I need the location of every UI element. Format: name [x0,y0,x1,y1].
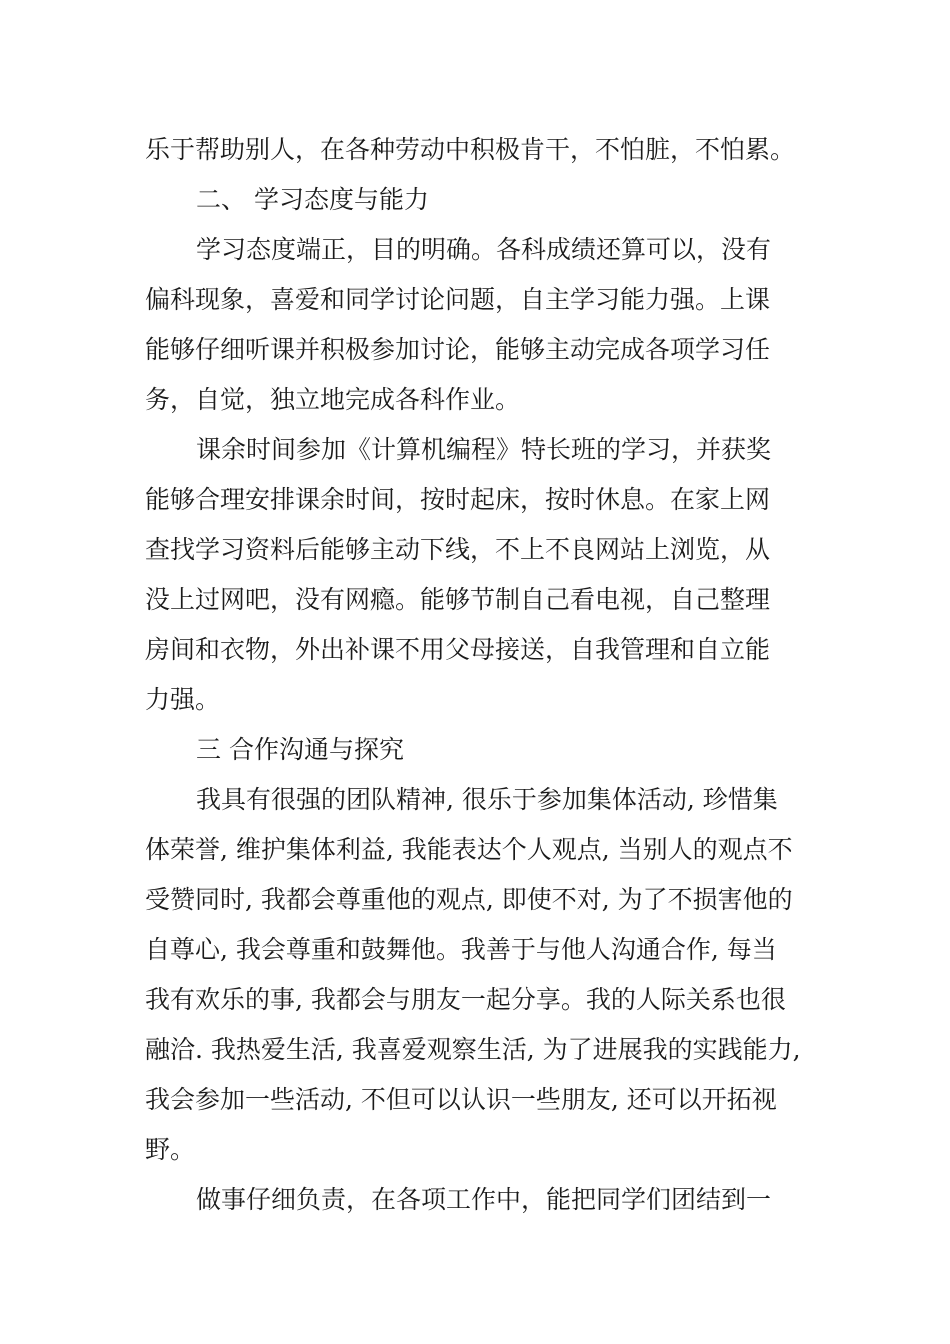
paragraph-line: 查找学习资料后能够主动下线，不上不良网站上浏览，从 [145,535,771,564]
paragraph-line: 能够合理安排课余时间，按时起床，按时休息。在家上网 [145,485,771,514]
paragraph-line: 野。 [145,1135,196,1164]
paragraph-line: 偏科现象，喜爱和同学讨论问题，自主学习能力强。上课 [145,285,771,314]
paragraph-line: 力强。 [145,685,221,714]
paragraph-line: 受赞同时, 我都会尊重他的观点, 即使不对, 为了不损害他的 [145,885,793,914]
paragraph-line: 融洽. 我热爱生活, 我喜爱观察生活, 为了进展我的实践能力, [145,1035,801,1064]
paragraph-line: 体荣誉, 维护集体利益, 我能表达个人观点, 当别人的观点不 [145,835,793,864]
paragraph-line: 乐于帮助别人，在各种劳动中积极肯干，不怕脏，不怕累。 [145,135,796,164]
paragraph-line: 学习态度端正，目的明确。各科成绩还算可以，没有 [196,235,772,264]
paragraph-line: 我有欢乐的事, 我都会与朋友一起分享。我的人际关系也很 [145,985,786,1014]
section-heading: 二、 学习态度与能力 [196,185,429,214]
paragraph-line: 能够仔细听课并积极参加讨论，能够主动完成各项学习任 [145,335,771,364]
paragraph-line: 没上过网吧，没有网瘾。能够节制自己看电视，自己整理 [145,585,771,614]
section-heading: 三 合作沟通与探究 [196,735,404,764]
paragraph-line: 务，自觉，独立地完成各科作业。 [145,385,521,414]
paragraph-line: 我具有很强的团队精神, 很乐于参加集体活动, 珍惜集 [196,785,778,814]
paragraph-line: 我会参加一些活动, 不但可以认识一些朋友, 还可以开拓视 [145,1085,777,1114]
paragraph-line: 自尊心, 我会尊重和鼓舞他。我善于与他人沟通合作, 每当 [145,935,777,964]
paragraph-line: 课余时间参加《计算机编程》特长班的学习，并获奖 [196,435,772,464]
paragraph-line: 房间和衣物，外出补课不用父母接送，自我管理和自立能 [145,635,771,664]
paragraph-line: 做事仔细负责，在各项工作中，能把同学们团结到一 [196,1185,772,1214]
